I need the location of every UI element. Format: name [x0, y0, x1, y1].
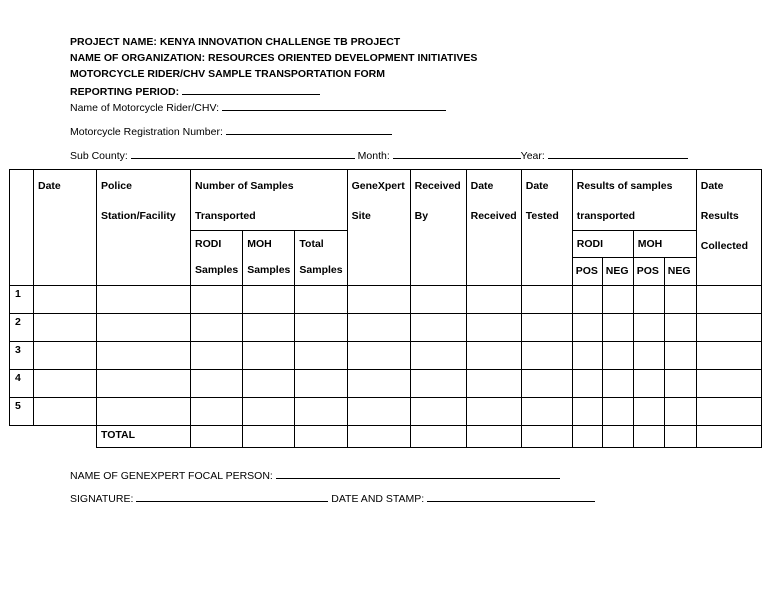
police-station-header: Police Station/Facility [97, 170, 191, 286]
organization-name: NAME OF ORGANIZATION: RESOURCES ORIENTED DEVELOPMENT INITIATIVES [70, 52, 478, 64]
date-results-collected-header: Date Results Collected [696, 170, 761, 286]
total-label: TOTAL [97, 426, 191, 448]
sub-county-line[interactable] [131, 148, 355, 159]
date-tested-header: Date Tested [521, 170, 572, 286]
header-row-1 [10, 170, 762, 231]
focal-person-line[interactable] [276, 468, 560, 479]
form-title: MOTORCYCLE RIDER/CHV SAMPLE TRANSPORTATION FORM [70, 68, 385, 80]
total-samples-header: Total Samples [295, 231, 347, 286]
month-label: Month: [357, 150, 390, 162]
date-stamp-line[interactable] [427, 491, 595, 502]
rodi-samples-header: RODI Samples [191, 231, 243, 286]
number-of-samples-header: Number of Samples Transported [191, 170, 348, 231]
registration-line[interactable] [226, 124, 392, 135]
focal-person-field [70, 468, 560, 482]
signature-label: SIGNATURE: [70, 493, 134, 505]
moh-pos-header: POS [633, 258, 664, 286]
results-header: Results of samples transported [572, 170, 696, 231]
received-by-header: Received By [410, 170, 466, 286]
rider-name-line[interactable] [222, 100, 446, 111]
results-moh-header: MOH [633, 231, 696, 258]
table-row [10, 314, 762, 342]
row-number: 4 [10, 370, 34, 398]
year-label: Year: [520, 150, 545, 162]
table-row [10, 342, 762, 370]
registration-label: Motorcycle Registration Number: [70, 126, 223, 138]
table-row [10, 286, 762, 314]
signature-field [70, 491, 595, 505]
rider-name-label: Name of Motorcycle Rider/CHV: [70, 102, 219, 114]
rider-name-field [70, 100, 446, 114]
reporting-period-label: REPORTING PERIOD: [70, 86, 180, 98]
row-number: 5 [10, 398, 34, 426]
moh-samples-header: MOH Samples [243, 231, 295, 286]
table-row [10, 398, 762, 426]
date-stamp-label: DATE AND STAMP: [331, 493, 425, 505]
sample-transport-table [9, 169, 762, 448]
rodi-neg-header: NEG [602, 258, 633, 286]
results-rodi-header: RODI [572, 231, 633, 258]
registration-field [70, 124, 392, 138]
date-header: Date [34, 170, 97, 286]
row-number: 2 [10, 314, 34, 342]
row-number: 1 [10, 286, 34, 314]
date-received-header: Date Received [466, 170, 521, 286]
moh-neg-header: NEG [664, 258, 696, 286]
signature-line[interactable] [136, 491, 328, 502]
reporting-period [70, 84, 320, 98]
total-row [10, 426, 762, 448]
reporting-period-line[interactable] [182, 84, 320, 95]
sub-county-label: Sub County: [70, 150, 128, 162]
year-line[interactable] [548, 148, 688, 159]
row-number-header [10, 170, 34, 286]
table-row [10, 370, 762, 398]
focal-person-label: NAME OF GENEXPERT FOCAL PERSON: [70, 470, 273, 482]
row-number: 3 [10, 342, 34, 370]
genexpert-site-header: GeneXpert Site [347, 170, 410, 286]
rodi-pos-header: POS [572, 258, 602, 286]
location-date-field [70, 148, 688, 162]
month-line[interactable] [393, 148, 521, 159]
project-name: PROJECT NAME: KENYA INNOVATION CHALLENGE TB PROJECT [70, 36, 401, 48]
